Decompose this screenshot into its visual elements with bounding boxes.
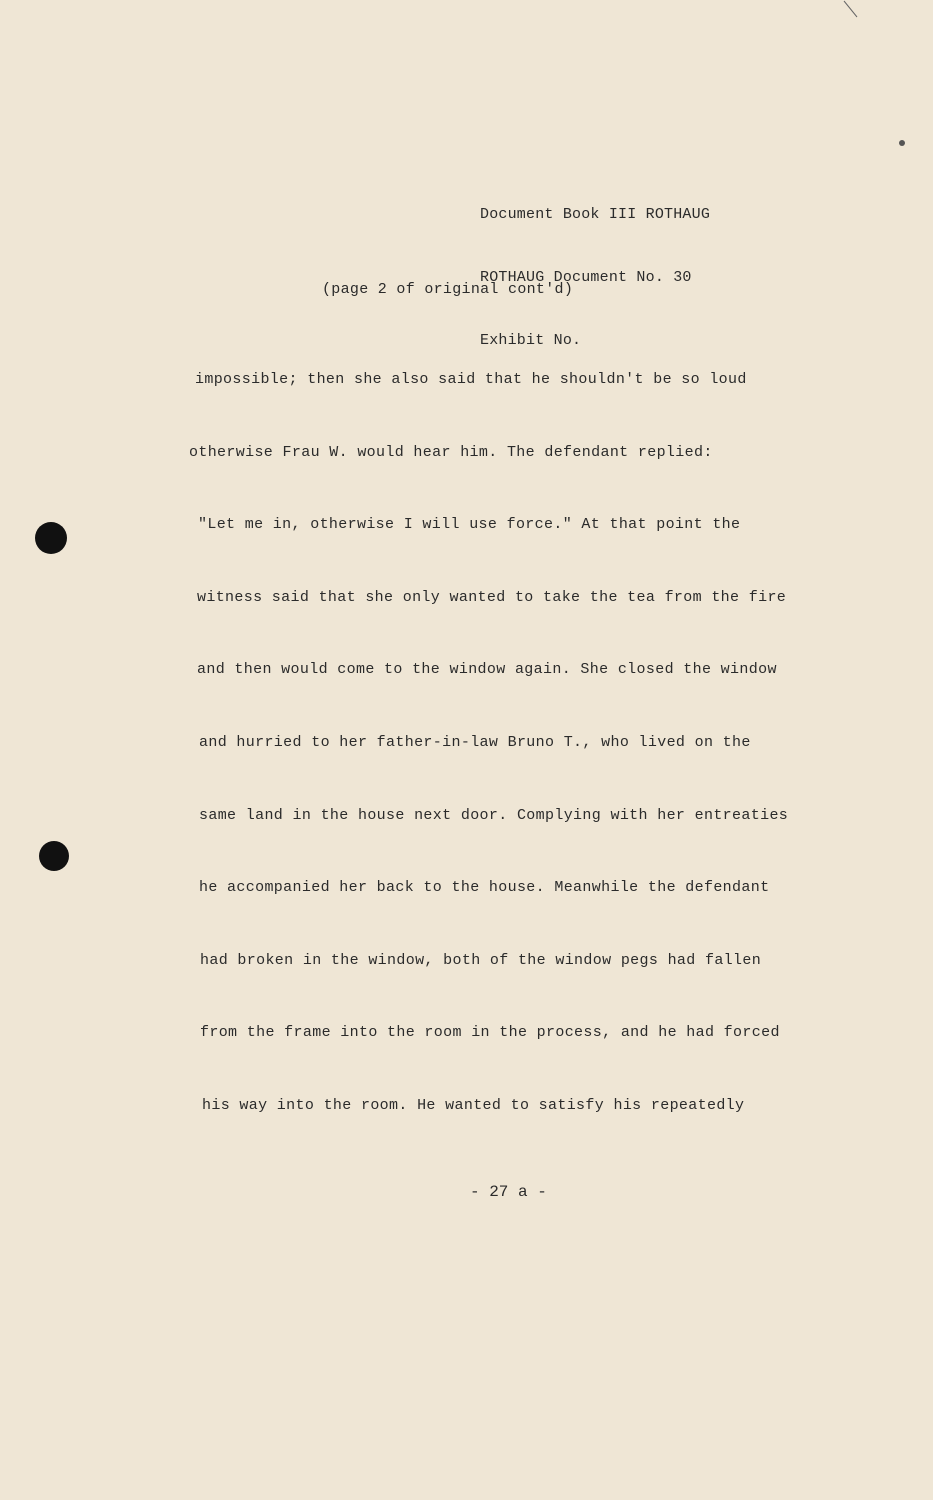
body-line: he accompanied her back to the house. Meanwhile the defendant xyxy=(199,879,770,897)
punch-hole xyxy=(39,841,69,871)
body-line: from the frame into the room in the process, and he had forced xyxy=(200,1024,780,1042)
body-line: same land in the house next door. Complying with her entreaties xyxy=(199,806,789,824)
body-line: and hurried to her father-in-law Bruno T., who lived on the xyxy=(199,733,751,751)
header-line-document-number: ROTHAUG Document No. 30 xyxy=(480,269,692,286)
body-line: impossible; then she also said that he shouldn't be so loud xyxy=(195,371,747,388)
body-line: witness said that she only wanted to take the tea from the fire xyxy=(197,588,787,606)
body-line: otherwise Frau W. would hear him. The defendant replied: xyxy=(189,443,713,461)
body-line: "Let me in, otherwise I will use force." At that point the xyxy=(198,516,741,534)
header-line-exhibit: Exhibit No. xyxy=(480,332,582,349)
body-text xyxy=(189,335,789,1168)
body-line: his way into the room. He wanted to satisfy his repeatedly xyxy=(202,1096,745,1114)
header-line-document-book: Document Book III ROTHAUG xyxy=(480,206,711,223)
page-continuation-note: (page 2 of original cont'd) xyxy=(322,281,574,298)
punch-hole xyxy=(35,522,67,554)
paper-speck xyxy=(899,140,905,146)
corner-pencil-mark xyxy=(842,0,860,18)
body-line: and then would come to the window again. She closed the window xyxy=(197,661,777,679)
body-line: had broken in the window, both of the window pegs had fallen xyxy=(200,951,762,969)
page-number: - 27 a - xyxy=(470,1183,547,1201)
